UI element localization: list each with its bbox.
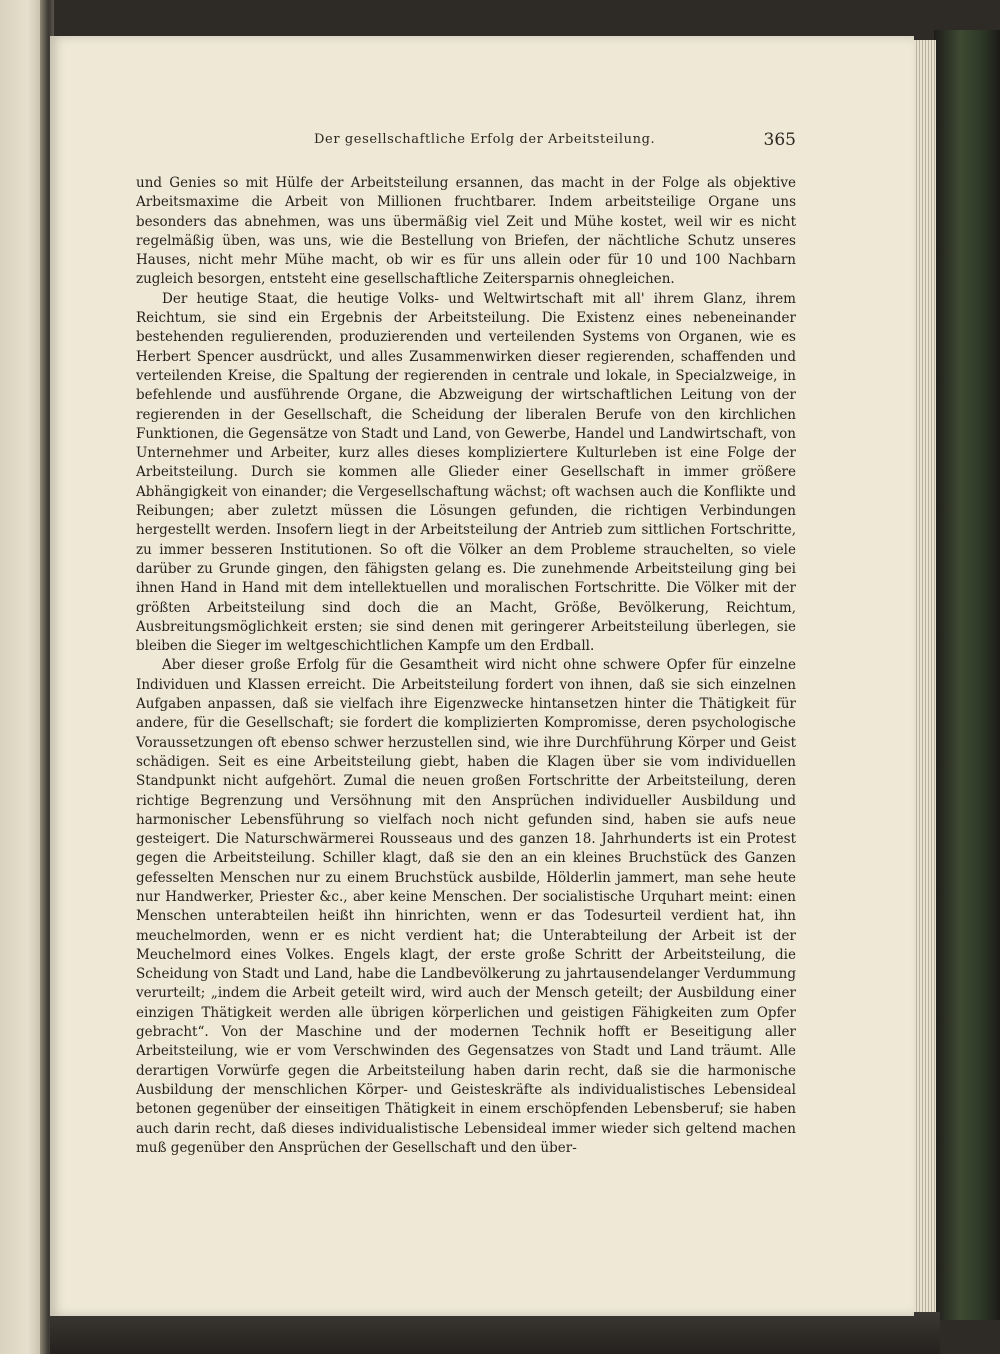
paragraph-2: Der heutige Staat, die heutige Volks- und Weltwirtschaft mit all' ihrem Glanz, ihrem Reichtum, sie sind ein Ergebnis der Arbeitsteilung. Die Existenz eines nebeneinander bestehenden regulierenden, produzierenden und verteilenden Systems von Organen, wie es Herbert Spencer ausdrückt, und alles Zusammenwirken dieser regierenden, schaffenden und verteilenden Kreise, die Spaltung der regierenden in centrale und lokale, in Specialzweige, in befehlende und ausführende Organe, die Abzweigung der wirtschaftlichen Leitung von der regierenden in der Gesellschaft, die Scheidung der liberalen Berufe von den kirchlichen Funktionen, die Gegensätze von Stadt und Land, von Gewerbe, Handel und Landwirtschaft, von Unternehmer und Arbeiter, kurz alles dieses kompliziertere Kulturleben ist eine Folge der Arbeitsteilung. Durch sie kommen alle Glieder einer Gesellschaft in immer größere Abhängigkeit von einander; die Vergesellschaftung wächst; oft wachsen auch die Konflikte und Reibungen; aber zuletzt müssen die Lösungen gefunden, die richtigen Verbindungen hergestellt werden. Insofern liegt in der Arbeitsteilung der Antrieb zum sittlichen Fortschritte, zu immer besseren Institutionen. So oft die Völker an dem Probleme strauchelten, so viele darüber zu Grunde gingen, den fähigsten gelang es. Die zunehmende Arbeitsteilung ging bei ihnen Hand in Hand mit dem intellektuellen und moralischen Fortschritte. Die Völker mit der größten Arbeitsteilung sind doch die an Macht, Größe, Bevölkerung, Reichtum, Ausbreitungsmöglichkeit ersten; sie sind denen mit geringerer Arbeitsteilung überlegen, sie bleiben die Sieger im weltgeschichtlichen Kampfe um den Erdball.: [136, 290, 796, 655]
paragraph-3: Aber dieser große Erfolg für die Gesamtheit wird nicht ohne schwere Opfer für einzelne Individuen und Klassen erreicht. Die Arbeitsteilung fordert von ihnen, daß sie sich einzelnen Aufgaben anpassen, daß sie vielfach ihre Eigenzwecke hintansetzen hinter die Thätigkeit für andere, für die Gesellschaft; sie fordert die komplizierten Kompromisse, deren psychologische Voraussetzungen oft ebenso schwer herzustellen sind, wie ihre Durchführung Körper und Geist schädigen. Seit es eine Arbeitsteilung giebt, haben die Klagen über sie vom individuellen Standpunkt nicht aufgehört. Zumal die neuen großen Fortschritte der Arbeitsteilung, deren richtige Begrenzung und Versöhnung mit den Ansprüchen individueller Ausbildung und harmonischer Lebensführung so vielfach noch nicht gefunden sind, haben sie aufs neue gesteigert. Die Naturschwärmerei Rousseaus und des ganzen 18. Jahrhunderts ist ein Protest gegen die Arbeitsteilung. Schiller klagt, daß sie den an ein kleines Bruchstück des Ganzen gefesselten Menschen nur zu einem Bruchstück ausbilde, Hölderlin jammert, man sehe heute nur Handwerker, Priester &c., aber keine Menschen. Der socialistische Urquhart meint: einen Menschen unterabteilen heißt ihn hinrichten, wenn er das Todesurteil verdient hat, ihn meuchelmorden, wenn er es nicht verdient hat; die Unterabteilung der Arbeit ist der Meuchelmord eines Volkes. Engels klagt, der erste große Schritt der Arbeitsteilung, die Scheidung von Stadt und Land, habe die Landbevölkerung zu jahrtausendelanger Verdummung verurteilt; „indem die Arbeit geteilt wird, wird auch der Mensch geteilt; der Ausbildung einer einzigen Thätigkeit werden alle übrigen körperlichen und geistigen Fähigkeiten zum Opfer gebracht“. Von der Maschine und der modernen Technik hofft er Beseitigung aller Arbeitsteilung, wie er vom Verschwinden des Gegensatzes von Stadt und Land träumt. Alle derartigen Vorwürfe gegen die Arbeitsteilung haben darin recht, daß sie die harmonische Ausbildung der menschlichen Körper- und Geisteskräfte als individualistisches Lebensideal betonen gegenüber der einseitigen Thätigkeit in einem erschöpfenden Lebensberuf; sie haben auch darin recht, daß dieses individualistische Lebensideal immer wieder sich geltend machen muß gegenüber den Ansprüchen der Gesellschaft und den über-: [136, 657, 796, 1156]
page-number: 365: [763, 130, 796, 150]
bottom-shadow: [50, 1312, 940, 1354]
body-text: [136, 174, 796, 1158]
running-title: Der gesellschaftliche Erfolg der Arbeitsteilung.: [314, 132, 656, 147]
book-cover-edge: [934, 30, 1000, 1320]
page-header: [136, 132, 796, 156]
paragraph-1: und Genies so mit Hülfe der Arbeitsteilung ersannen, das macht in der Folge als objektive Arbeitsmaxime die Arbeit von Millionen fruchtbarer. Indem arbeitsteilige Organe uns besonders das abnehmen, was uns übermäßig viel Zeit und Mühe kostet, weil wir es nicht regelmäßig üben, was uns, wie die Bestellung von Briefen, der nächtliche Schutz unseres Hauses, nicht mehr Mühe macht, ob wir es für uns allein oder für 10 und 100 Nachbarn zugleich besorgen, entsteht eine gesellschaftliche Zeitersparnis ohnegleichen.: [136, 175, 796, 288]
